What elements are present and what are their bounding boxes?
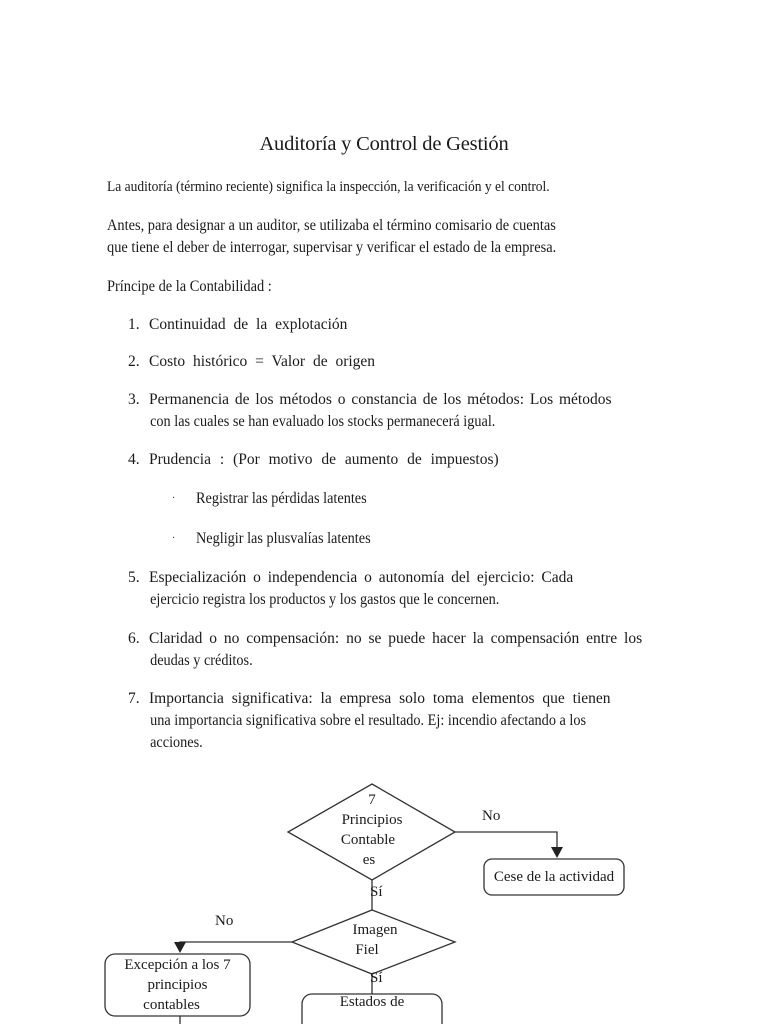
item-text: Prudencia : (Por motivo de aumento de impuestos) (149, 451, 499, 468)
label-no-1: No (482, 808, 501, 824)
before-paragraph-line-1: Antes, para designar a un auditor, se utilizaba el término comisario de cuentas (107, 217, 556, 234)
decision-1-line: Contable (340, 832, 396, 848)
label-si-1: Sí (370, 884, 383, 900)
decision-1-line: 7 (368, 792, 376, 808)
bullet-text: Registrar las pérdidas latentes (196, 490, 367, 507)
decision-1-text (322, 790, 422, 870)
bullet-dot: · (172, 533, 176, 545)
excepcion-line: contables (143, 997, 200, 1013)
item-text-continued: una importancia significativa sobre el resultado. Ej: incendio afectando a los (150, 712, 587, 729)
item-text: Importancia significativa: la empresa solo toma elementos que tienen (149, 690, 611, 707)
connector-no-left (180, 942, 292, 949)
estados-box-text: Estados de (339, 994, 405, 1010)
item-text-continued: acciones. (150, 734, 203, 751)
item-text: Continuidad de la explotación (149, 316, 348, 333)
bullet-text: Negligir las plusvalías latentes (196, 530, 371, 547)
decision-1-line: Principios (341, 812, 403, 828)
item-number: 7. (128, 690, 140, 707)
decision-2-line: Imagen (352, 922, 398, 938)
connector-no-right (455, 832, 557, 855)
arrowhead-no-right (551, 847, 563, 858)
item-number: 2. (128, 353, 140, 370)
item-number: 5. (128, 569, 140, 586)
item-number: 4. (128, 451, 140, 468)
item-text-continued: ejercicio registra los productos y los gastos que le concernen. (150, 591, 500, 608)
decision-2-text (340, 920, 410, 960)
arrowhead-no-left (174, 942, 186, 953)
label-no-2: No (215, 913, 234, 929)
decision-2-line: Fiel (355, 942, 379, 958)
excepcion-line: Excepción a los 7 (124, 957, 231, 973)
principles-heading: Príncipe de la Contabilidad : (107, 278, 272, 295)
item-number: 6. (128, 630, 140, 647)
item-text: Especialización o independencia o autonomía del ejercicio: Cada (149, 569, 574, 586)
item-text: Claridad o no compensación: no se puede hacer la compensación entre los (149, 630, 643, 647)
item-number: 3. (128, 391, 140, 408)
label-si-2: Sí (370, 970, 383, 986)
excepcion-line: principios (147, 977, 208, 993)
document-title: Auditoría y Control de Gestión (259, 133, 509, 155)
cese-box-text: Cese de la actividad (493, 869, 615, 885)
excepcion-box-text (105, 955, 250, 1015)
item-text: Costo histórico = Valor de origen (149, 353, 376, 370)
intro-paragraph: La auditoría (término reciente) significa la inspección, la verificación y el control. (107, 179, 550, 195)
bullet-dot: · (172, 493, 176, 505)
item-text: Permanencia de los métodos o constancia de los métodos: Los métodos (149, 391, 612, 408)
decision-1-line: es (362, 852, 376, 868)
item-text-continued: con las cuales se han evaluado los stocks permanecerá igual. (150, 413, 496, 430)
before-paragraph-line-2: que tiene el deber de interrogar, supervisar y verificar el estado de la empresa. (107, 239, 557, 256)
item-number: 1. (128, 316, 140, 333)
item-text-continued: deudas y créditos. (150, 652, 253, 669)
